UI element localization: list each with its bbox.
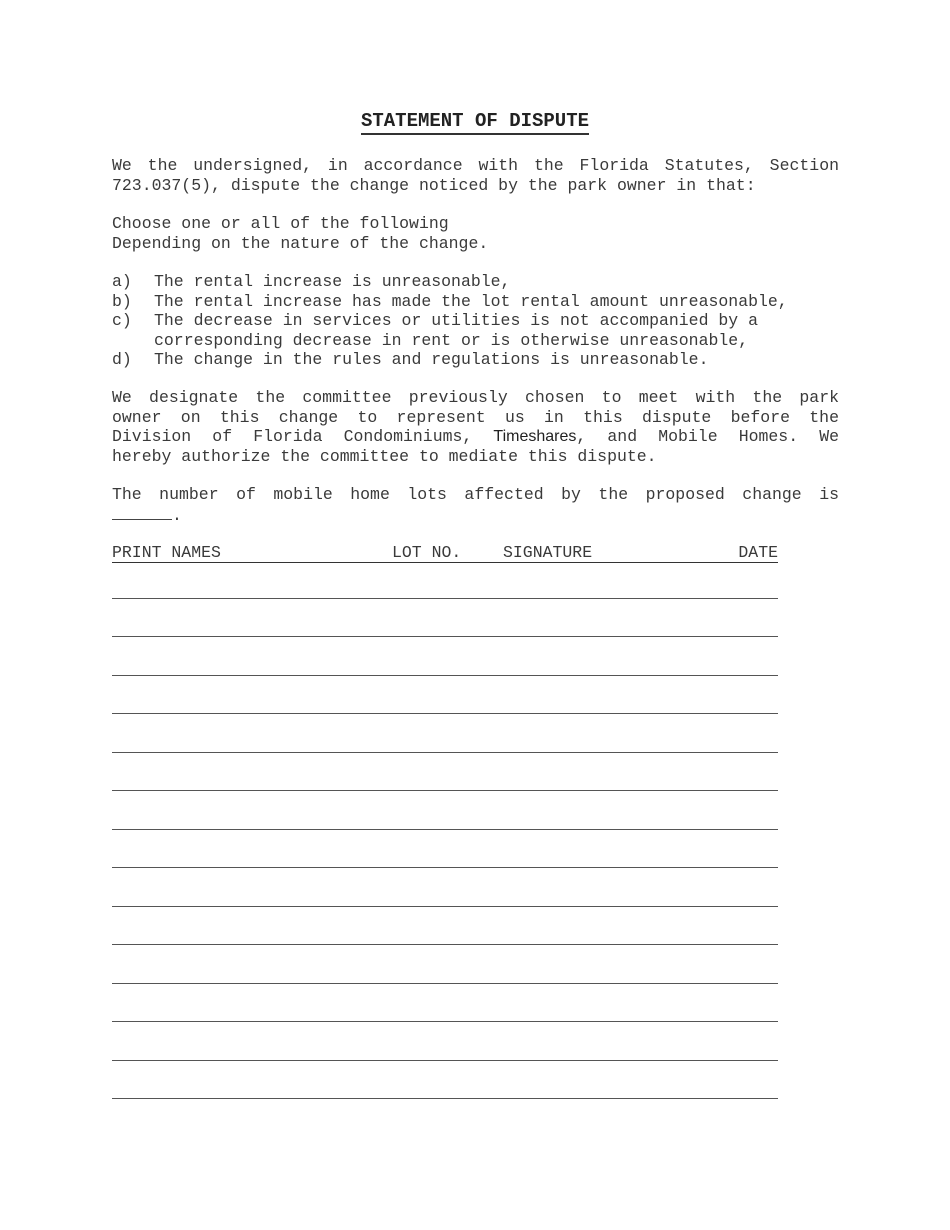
signature-row[interactable] xyxy=(112,753,778,792)
option-text: The decrease in services or utilities is not accompanied by a xyxy=(154,311,758,330)
intro-line-1: We the undersigned, in accordance with the Florida Statutes, Section xyxy=(112,156,839,175)
signature-row[interactable] xyxy=(112,945,778,984)
option-marker: a) xyxy=(112,272,132,291)
signature-row[interactable] xyxy=(112,676,778,715)
lots-line-2 xyxy=(112,505,839,526)
designate-line-1: We designate the committee previously chosen to meet with the park xyxy=(112,388,839,407)
option-item-continuation xyxy=(112,331,788,351)
designate-paragraph xyxy=(112,388,839,466)
signature-row[interactable] xyxy=(112,830,778,869)
option-text: The rental increase has made the lot rental amount unreasonable, xyxy=(154,291,788,311)
option-text: The rental increase is unreasonable, xyxy=(154,272,511,291)
lots-line-1: The number of mobile home lots affected by the proposed change is xyxy=(112,485,839,504)
designate-line-3 xyxy=(112,427,839,447)
signature-row[interactable] xyxy=(112,1061,778,1100)
option-marker: c) xyxy=(112,311,132,330)
option-text: corresponding decrease in rent or is otherwise unreasonable, xyxy=(154,330,749,350)
choose-line-1: Choose one or all of the following xyxy=(112,214,449,233)
signature-row[interactable] xyxy=(112,1022,778,1061)
signature-row[interactable] xyxy=(112,907,778,946)
option-item xyxy=(112,292,788,312)
signature-row[interactable] xyxy=(112,868,778,907)
intro-paragraph xyxy=(112,156,839,195)
signature-row[interactable] xyxy=(112,791,778,830)
option-text: The change in the rules and regulations is unreasonable. xyxy=(154,350,709,369)
designate-timeshares: Timeshares xyxy=(493,428,577,445)
lots-period: . xyxy=(172,505,182,525)
designate-line-2: owner on this change to represent us in this dispute before the xyxy=(112,407,839,427)
header-date: DATE xyxy=(738,543,778,562)
designate-line-3a: Division of Florida Condominiums, xyxy=(112,427,473,446)
option-item xyxy=(112,350,788,370)
header-signature: SIGNATURE xyxy=(503,543,593,562)
lots-paragraph xyxy=(112,485,839,525)
signature-lines xyxy=(112,560,778,1099)
header-print-names: PRINT NAMES xyxy=(112,543,221,562)
choose-line-2: Depending on the nature of the change. xyxy=(112,233,489,253)
option-marker: d) xyxy=(112,350,132,369)
lots-count-blank[interactable] xyxy=(112,505,172,520)
signature-row[interactable] xyxy=(112,714,778,753)
option-marker: b) xyxy=(112,291,132,311)
document-title xyxy=(0,110,950,132)
options-list xyxy=(112,272,788,370)
option-item xyxy=(112,311,788,331)
designate-line-4: hereby authorize the committee to mediate this dispute. xyxy=(112,446,657,466)
signature-row[interactable] xyxy=(112,560,778,599)
intro-line-2: 723.037(5), dispute the change noticed by the park owner in that: xyxy=(112,175,756,195)
header-lot-no: LOT NO. xyxy=(392,543,462,562)
signature-row[interactable] xyxy=(112,984,778,1023)
option-item xyxy=(112,272,788,292)
signature-row[interactable] xyxy=(112,599,778,638)
choose-paragraph xyxy=(112,214,839,253)
signature-row[interactable] xyxy=(112,637,778,676)
designate-line-3c: , and Mobile Homes. We xyxy=(576,427,839,446)
document-title-text: STATEMENT OF DISPUTE xyxy=(361,110,589,135)
